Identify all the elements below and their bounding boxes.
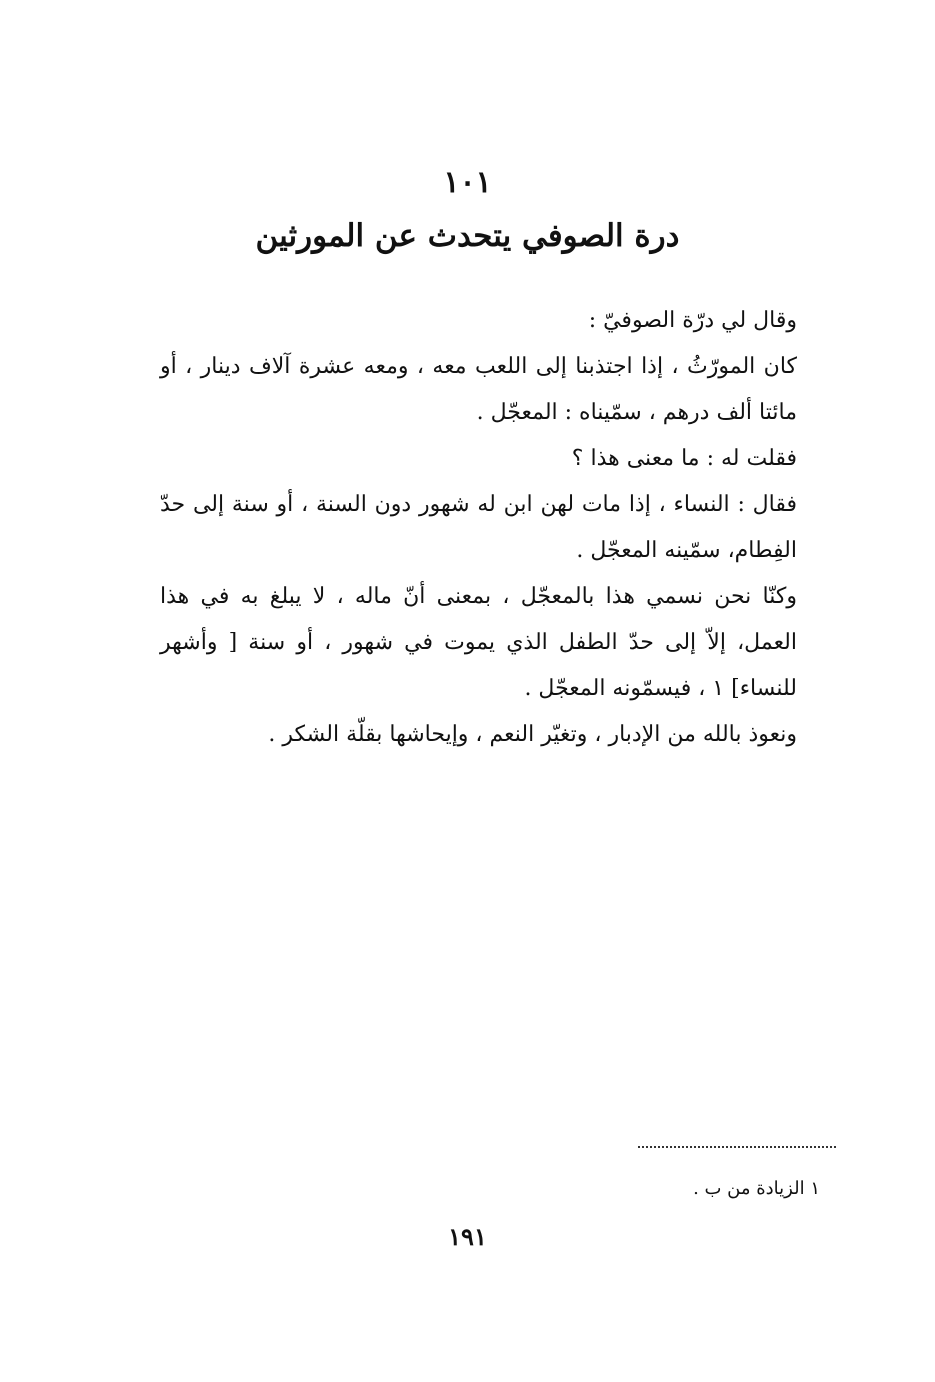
paragraph-closing: ونعوذ بالله من الإدبار ، وتغيّر النعم ، وإيحاشها بقلّة الشكر .: [268, 722, 797, 747]
footnote: ١ الزيادة من ب .: [693, 1178, 820, 1199]
footnote-divider: [638, 1146, 836, 1148]
body-text: [160, 298, 835, 758]
chapter-title: درة الصوفي يتحدث عن المورثين: [255, 218, 680, 254]
chapter-number: ١٠١: [443, 165, 492, 200]
paragraph-naming: وكنّا نحن نسمي هذا بالمعجّل ، بمعنى أنّ ماله ، لا يبلغ به في هذا العمل، إلاّ إلى حدّ الطفل الذي يموت في شهور ، أو سنة [ وأشهر للنساء] ١ ، فيسمّونه المعجّل .: [160, 584, 797, 701]
paragraph-women: فقال : النساء ، إذا مات لهن ابن له شهور دون السنة ، أو سنة إلى حدّ الفِطام، سمّينه المعجّل .: [160, 492, 797, 563]
paragraph-question: فقلت له : ما معنى هذا ؟: [571, 446, 797, 471]
page-number: ١٩١: [448, 1222, 487, 1251]
paragraph-intro: وقال لي درّة الصوفيّ :: [588, 308, 797, 333]
paragraph-mourath: كان المورّثُ ، إذا اجتذبنا إلى اللعب معه ، ومعه عشرة آلاف دينار ، أو مائتا ألف درهم ، سمّيناه : المعجّل .: [160, 354, 797, 425]
